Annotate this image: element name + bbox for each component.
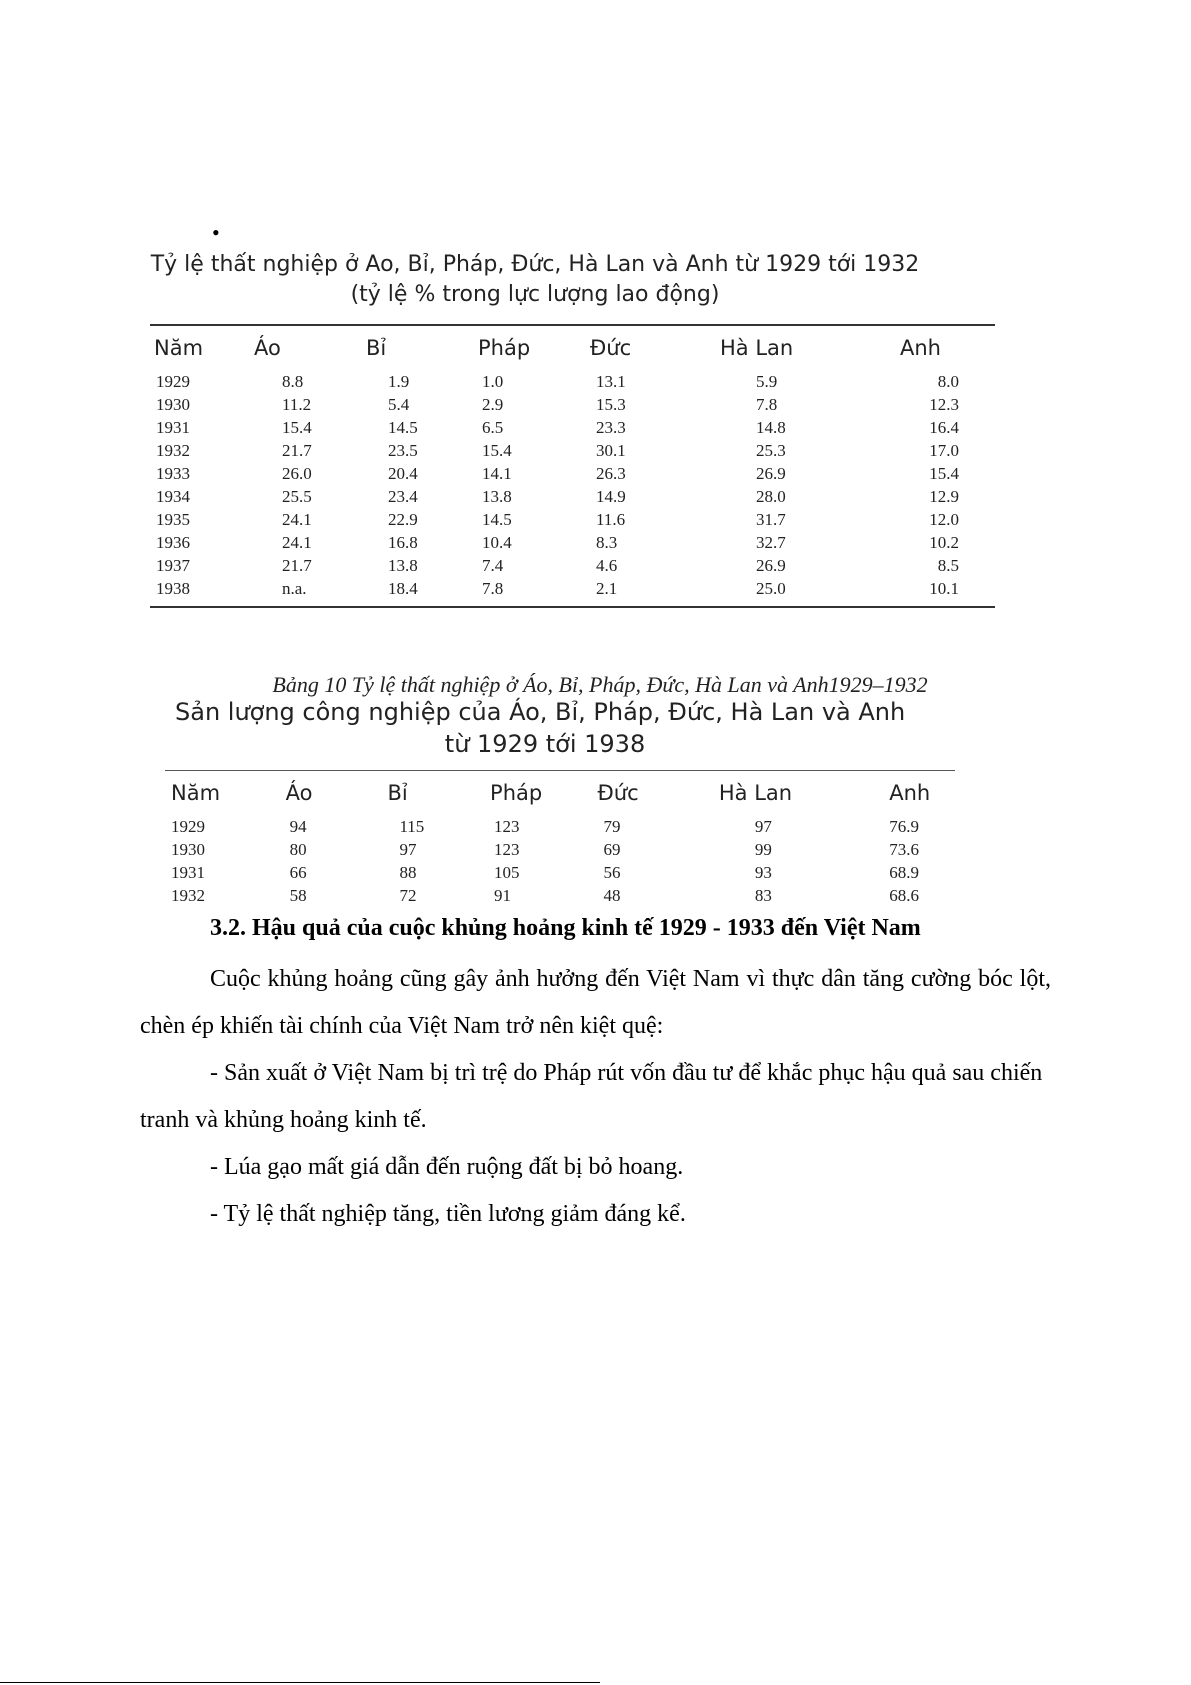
- table-cell: 97: [754, 817, 772, 836]
- table-cell: 83: [754, 886, 772, 902]
- table-cell: 66: [289, 863, 307, 882]
- table-cell: 1.9: [388, 372, 410, 391]
- table-cell: 17.0: [929, 441, 959, 460]
- table-cell: 10.4: [482, 533, 512, 552]
- table-cell: 69: [603, 840, 621, 859]
- table-cell: 13.8: [388, 556, 418, 575]
- table-cell: 15.4: [929, 464, 959, 483]
- table-cell: 79: [603, 817, 621, 836]
- table-cell: 14.5: [482, 510, 512, 529]
- table-cell: 123: [494, 817, 520, 836]
- table-cell: 8.8: [282, 372, 304, 391]
- table-cell: 1935: [156, 510, 190, 529]
- col-belgium: Bỉ: [366, 336, 387, 360]
- col-year: Năm: [154, 336, 204, 360]
- table-cell: 22.9: [388, 510, 418, 529]
- table-cell: 76.9: [889, 817, 919, 836]
- table-cell: 14.5: [388, 418, 418, 437]
- table-row: [150, 577, 995, 600]
- table-cell: 10.2: [929, 533, 959, 552]
- table-row: [150, 370, 995, 393]
- table1-subtitle: (tỷ lệ % trong lực lượng lao động): [350, 282, 720, 307]
- table-cell: 28.0: [756, 487, 786, 506]
- table-cell: 1929: [156, 372, 190, 391]
- table-cell: 105: [494, 863, 520, 882]
- table-cell: 93: [754, 863, 772, 882]
- table-row: [150, 508, 995, 531]
- table-cell: 68.6: [889, 886, 919, 902]
- col-germany: Đức: [597, 781, 639, 805]
- table-row: [165, 861, 955, 884]
- table-cell: 5.4: [388, 395, 410, 414]
- table-cell: 6.5: [482, 418, 504, 437]
- table-row: [150, 485, 995, 508]
- table-cell: 12.9: [929, 487, 959, 506]
- table-cell: 24.1: [282, 510, 312, 529]
- table-cell: 20.4: [388, 464, 418, 483]
- table-cell: 115: [399, 817, 425, 836]
- table-cell: 73.6: [889, 840, 919, 859]
- table-cell: 58: [289, 886, 307, 902]
- table-row: [150, 554, 995, 577]
- table-cell: 1937: [156, 556, 190, 575]
- table-cell: 10.1: [929, 579, 959, 598]
- list-bullet: •: [212, 220, 220, 245]
- col-year: Năm: [171, 781, 221, 805]
- table-cell: 1931: [171, 863, 205, 882]
- paragraph-unemployment: - Tỷ lệ thất nghiệp tăng, tiền lương giảm đáng kể.: [210, 1201, 686, 1227]
- table-cell: 1938: [156, 579, 190, 598]
- table-cell: 56: [603, 863, 621, 882]
- table-cell: 1.0: [482, 372, 504, 391]
- table-cell: 1930: [171, 840, 205, 859]
- paragraph-production: - Sản xuất ở Việt Nam bị trì trệ do Pháp rút vốn đầu tư để khắc phục hậu quả sau chiến tranh và khủng hoảng kinh tế.: [140, 1060, 1043, 1133]
- table-cell: 1931: [156, 418, 190, 437]
- paragraph-rice: - Lúa gạo mất giá dẫn đến ruộng đất bị bỏ hoang.: [210, 1154, 684, 1180]
- table-cell: 13.1: [596, 372, 626, 391]
- col-france: Pháp: [478, 336, 531, 360]
- table-cell: 1932: [171, 886, 205, 902]
- table-cell: 25.5: [282, 487, 312, 506]
- table-cell: 26.9: [756, 556, 786, 575]
- table-cell: n.a.: [282, 579, 307, 598]
- table-cell: 30.1: [596, 441, 626, 460]
- table-row: [150, 531, 995, 554]
- table-cell: 26.3: [596, 464, 626, 483]
- table-cell: 16.8: [388, 533, 418, 552]
- table-cell: 48: [603, 886, 621, 902]
- table-cell: 31.7: [756, 510, 786, 529]
- col-germany: Đức: [590, 336, 632, 360]
- table1-caption: Bảng 10 Tỷ lệ thất nghiệp ở Áo, Bỉ, Pháp, Đức, Hà Lan và Anh1929–1932: [272, 672, 928, 697]
- table-cell: 26.9: [756, 464, 786, 483]
- table-cell: 94: [289, 817, 307, 836]
- table2-title: Sản lượng công nghiệp của Áo, Bỉ, Pháp, Đức, Hà Lan và Anh: [175, 698, 906, 726]
- table-cell: 16.4: [929, 418, 959, 437]
- table-cell: 123: [494, 840, 520, 859]
- table-row: [150, 416, 995, 439]
- table-cell: 1932: [156, 441, 190, 460]
- col-uk: Anh: [900, 336, 941, 360]
- col-uk: Anh: [889, 781, 931, 805]
- table-cell: 26.0: [282, 464, 312, 483]
- table-cell: 88: [399, 863, 417, 882]
- paragraph-intro: Cuộc khủng hoảng cũng gây ảnh hưởng đến Việt Nam vì thực dân tăng cường bóc lột, chèn ép khiến tài chính của Việt Nam trở nên kiệt quệ:: [140, 966, 1051, 1039]
- table-cell: 24.1: [282, 533, 312, 552]
- table-cell: 14.1: [482, 464, 512, 483]
- table-cell: 7.8: [482, 579, 504, 598]
- table-cell: 15.4: [282, 418, 312, 437]
- table-row: [165, 815, 955, 838]
- table-cell: 1936: [156, 533, 190, 552]
- table-cell: 8.0: [937, 372, 959, 391]
- table-cell: 72: [399, 886, 417, 902]
- table-cell: 23.5: [388, 441, 418, 460]
- table-cell: 11.2: [282, 395, 312, 414]
- table-cell: 21.7: [282, 556, 312, 575]
- table-cell: 8.3: [596, 533, 618, 552]
- col-belgium: Bỉ: [387, 781, 408, 805]
- table-cell: 11.6: [596, 510, 626, 529]
- col-france: Pháp: [490, 781, 543, 805]
- table-cell: 12.3: [929, 395, 959, 414]
- table-cell: 25.3: [756, 441, 786, 460]
- table-cell: 23.4: [388, 487, 418, 506]
- table-row: [165, 838, 955, 861]
- col-netherlands: Hà Lan: [720, 336, 794, 360]
- table-cell: 5.9: [756, 372, 778, 391]
- table-row: [150, 462, 995, 485]
- table-cell: 25.0: [756, 579, 786, 598]
- table-cell: 68.9: [889, 863, 919, 882]
- table-cell: 8.5: [937, 556, 959, 575]
- unemployment-table-figure: [150, 250, 1010, 640]
- table-row: [150, 393, 995, 416]
- table-cell: 1929: [171, 817, 205, 836]
- table-cell: 1934: [156, 487, 190, 506]
- table-cell: 14.9: [596, 487, 626, 506]
- industrial-output-table-figure: [165, 696, 1015, 902]
- table-header-row: [150, 326, 995, 370]
- table-cell: 7.8: [756, 395, 778, 414]
- table-row: [150, 439, 995, 462]
- table2-subtitle: từ 1929 tới 1938: [444, 730, 646, 758]
- table-row: [165, 884, 955, 902]
- table-cell: 80: [289, 840, 307, 859]
- table-cell: 15.4: [482, 441, 512, 460]
- table-cell: 99: [754, 840, 772, 859]
- col-austria: Áo: [285, 781, 313, 805]
- table1-title: Tỷ lệ thất nghiệp ở Ao, Bỉ, Pháp, Đức, Hà Lan và Anh từ 1929 tới 1932: [150, 252, 920, 277]
- table-header-row: [165, 771, 955, 815]
- table-cell: 97: [399, 840, 417, 859]
- table-cell: 1930: [156, 395, 190, 414]
- table-cell: 1933: [156, 464, 190, 483]
- table-cell: 4.6: [596, 556, 618, 575]
- col-netherlands: Hà Lan: [718, 781, 793, 805]
- section-heading: 3.2. Hậu quả của cuộc khủng hoảng kinh tế 1929 - 1933 đến Việt Nam: [210, 915, 921, 941]
- table-cell: 15.3: [596, 395, 626, 414]
- table-cell: 91: [494, 886, 512, 902]
- table-cell: 18.4: [388, 579, 418, 598]
- table-cell: 12.0: [929, 510, 959, 529]
- table-cell: 21.7: [282, 441, 312, 460]
- col-austria: Áo: [254, 336, 281, 360]
- industrial-output-table: [165, 771, 955, 902]
- table-cell: 23.3: [596, 418, 626, 437]
- table-cell: 2.1: [596, 579, 618, 598]
- table-cell: 32.7: [756, 533, 786, 552]
- unemployment-table: [150, 326, 995, 600]
- footer-divider: [0, 1682, 600, 1683]
- table-cell: 7.4: [482, 556, 504, 575]
- table-cell: 2.9: [482, 395, 504, 414]
- table-cell: 14.8: [756, 418, 786, 437]
- table-cell: 13.8: [482, 487, 512, 506]
